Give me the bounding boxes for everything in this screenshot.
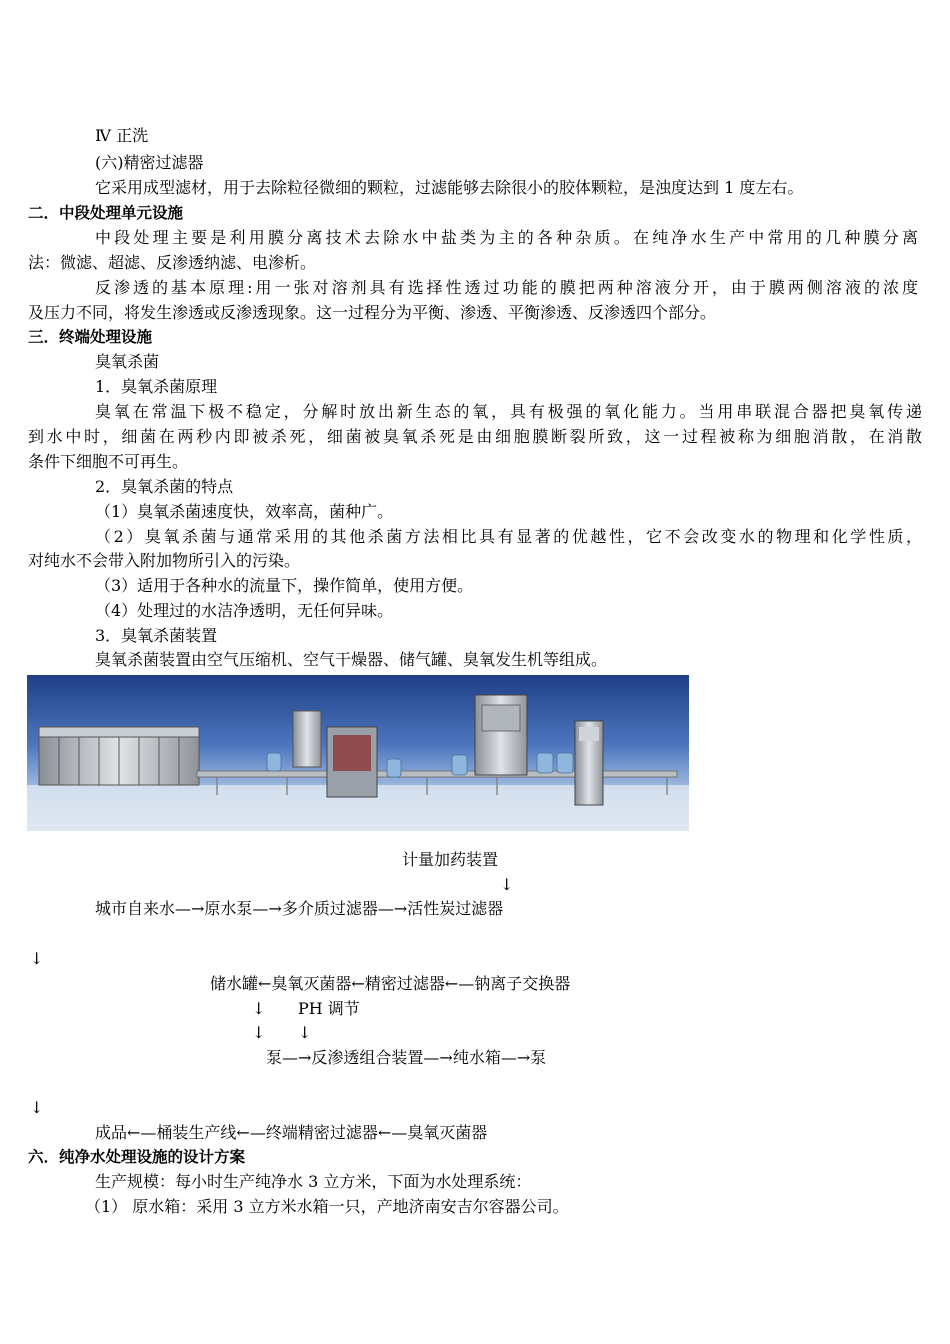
flow-arrow-down: ↓ [298, 1023, 312, 1042]
paragraph: 到水中时，细菌在两秒内即被杀死，细菌被臭氧杀死是由细胞膜断裂所致，这一过程被称为细胞消散，在消散 [28, 427, 922, 446]
list-item: （1） 原水箱：采用 3 立方米水箱一只，产地济南安吉尔容器公司。 [85, 1197, 569, 1216]
flow-row-3: 泵—→反渗透组合装置—→纯水箱—→泵 [266, 1048, 547, 1067]
paragraph: 它采用成型滤材，用于去除粒径微细的颗粒，过滤能够去除很小的胶体颗粒，是浊度达到 1 度左右。 [95, 178, 804, 197]
subheading: 2．臭氧杀菌的特点 [95, 477, 234, 496]
list-item: （2）臭氧杀菌与通常采用的其他杀菌方法相比具有显著的优越性，它不会改变水的物理和化学性质， [95, 527, 922, 546]
flow-arrow-down: ↓ [30, 949, 44, 968]
subheading: 3．臭氧杀菌装置 [95, 626, 218, 645]
list-item: （4）处理过的水洁净透明，无任何异味。 [95, 601, 394, 620]
paragraph: 臭氧杀菌 [95, 352, 160, 371]
paragraph: Ⅳ 正洗 [95, 126, 149, 145]
flow-row-4: 成品←—桶装生产线←—终端精密过滤器←—臭氧灭菌器 [95, 1123, 488, 1142]
paragraph: 反渗透的基本原理:用一张对溶剂具有选择性透过功能的膜把两种溶液分开，由于膜两侧溶液的浓度 [95, 278, 918, 297]
list-item: （3）适用于各种水的流量下，操作简单，使用方便。 [95, 576, 474, 595]
paragraph: 中段处理主要是利用膜分离技术去除水中盐类为主的各种杂质。在纯净水生产中常用的几种膜分离 [95, 228, 918, 247]
bottling-line-photo [27, 675, 689, 831]
paragraph: 臭氧在常温下极不稳定，分解时放出新生态的氧，具有极强的氧化能力。当用串联混合器把臭氧传递 [95, 402, 922, 421]
flow-row-1: 城市自来水—→原水泵—→多介质过滤器—→活性炭过滤器 [95, 899, 504, 918]
flow-arrow-down: ↓ [252, 1023, 266, 1042]
section-heading: 二．中段处理单元设施 [28, 204, 184, 222]
paragraph: 对纯水不会带入附加物所引入的污染。 [28, 551, 301, 570]
section-heading: 六．纯净水处理设施的设计方案 [28, 1148, 246, 1166]
subheading: 1．臭氧杀菌原理 [95, 377, 218, 396]
section-heading-6: (六)精密过滤器 [95, 153, 204, 172]
paragraph: 法：微滤、超滤、反渗透纳滤、电渗析。 [28, 253, 317, 272]
flow-node-dosing: 计量加药装置 [402, 850, 499, 869]
flow-row-2: 储水罐←臭氧灭菌器←精密过滤器←—钠离子交换器 [210, 974, 571, 993]
paragraph: 条件下细胞不可再生。 [28, 452, 189, 471]
section-heading: 三．终端处理设施 [28, 328, 153, 346]
flow-arrow-down: ↓ [252, 999, 266, 1018]
flow-arrow-down: ↓ [500, 875, 514, 894]
paragraph: 生产规模：每小时生产纯净水 3 立方米，下面为水处理系统： [95, 1172, 532, 1191]
paragraph: 及压力不同，将发生渗透或反渗透现象。这一过程分为平衡、渗透、平衡渗透、反渗透四个部分。 [28, 303, 717, 322]
flow-node-ph: PH 调节 [298, 999, 360, 1018]
paragraph: 臭氧杀菌装置由空气压缩机、空气干燥器、储气罐、臭氧发生机等组成。 [95, 650, 608, 669]
flow-arrow-down: ↓ [30, 1098, 44, 1117]
list-item: （1）臭氧杀菌速度快，效率高，菌种广。 [95, 502, 394, 521]
